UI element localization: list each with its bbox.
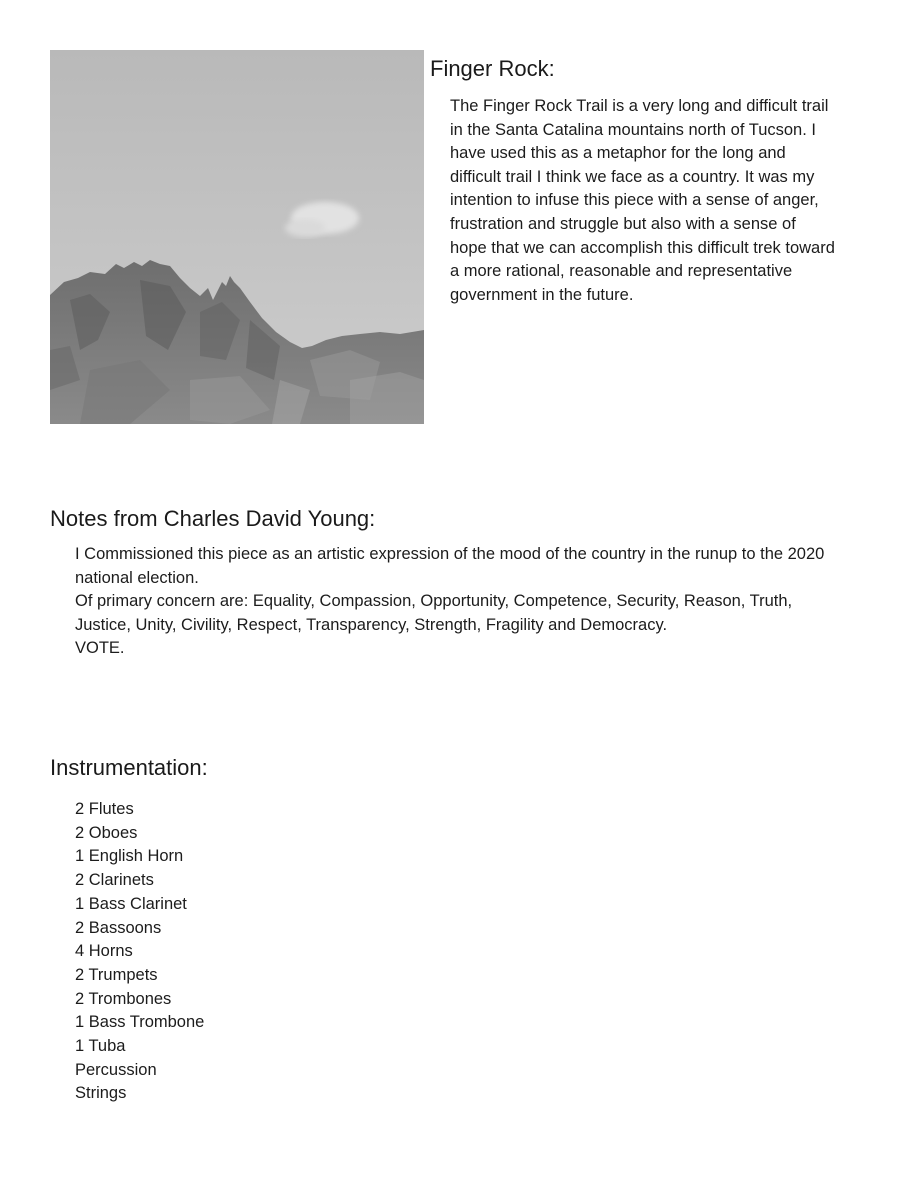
instrument-item: 2 Trumpets — [75, 965, 158, 984]
instrument-item: Percussion — [75, 1060, 157, 1079]
notes-paragraph: Of primary concern are: Equality, Compassion, Opportunity, Competence, Security, Reason, Truth, Justice, Unity, Civility, Respect, Transparency, Strength, Fragility and Democracy. — [75, 592, 793, 634]
instrument-item: 2 Oboes — [75, 823, 138, 842]
finger-rock-title: Finger Rock: — [430, 56, 555, 81]
instrumentation-title: Instrumentation: — [50, 755, 208, 780]
instrument-item: 1 Bass Clarinet — [75, 894, 187, 913]
instrument-item: 2 Trombones — [75, 989, 172, 1008]
notes-body — [75, 543, 835, 661]
instrumentation-list — [75, 798, 204, 1106]
notes-paragraph: VOTE. — [75, 639, 125, 658]
instrument-item: Strings — [75, 1084, 127, 1103]
notes-paragraph: I Commissioned this piece as an artistic expression of the mood of the country in the runup to the 2020 national election. — [75, 545, 825, 587]
instrument-item: 1 Bass Trombone — [75, 1013, 205, 1032]
instrument-item: 4 Horns — [75, 942, 133, 961]
finger-rock-description: The Finger Rock Trail is a very long and difficult trail in the Santa Catalina mountains north of Tucson. I have used this as a metaphor for the long and difficult trail I think we face as a country. It was my intention to infuse this piece with a sense of anger, frustration and struggle but also with a sense of hope that we can accomplish this difficult trek toward a more rational, reasonable and representative government in the future. — [450, 97, 835, 304]
instrument-item: 1 English Horn — [75, 847, 184, 866]
instrument-item: 2 Clarinets — [75, 871, 154, 890]
instrument-item: 2 Bassoons — [75, 918, 162, 937]
finger-rock-photo — [50, 50, 424, 424]
notes-title: Notes from Charles David Young: — [50, 506, 376, 531]
instrument-item: 2 Flutes — [75, 800, 134, 818]
instrument-item: 1 Tuba — [75, 1037, 126, 1056]
